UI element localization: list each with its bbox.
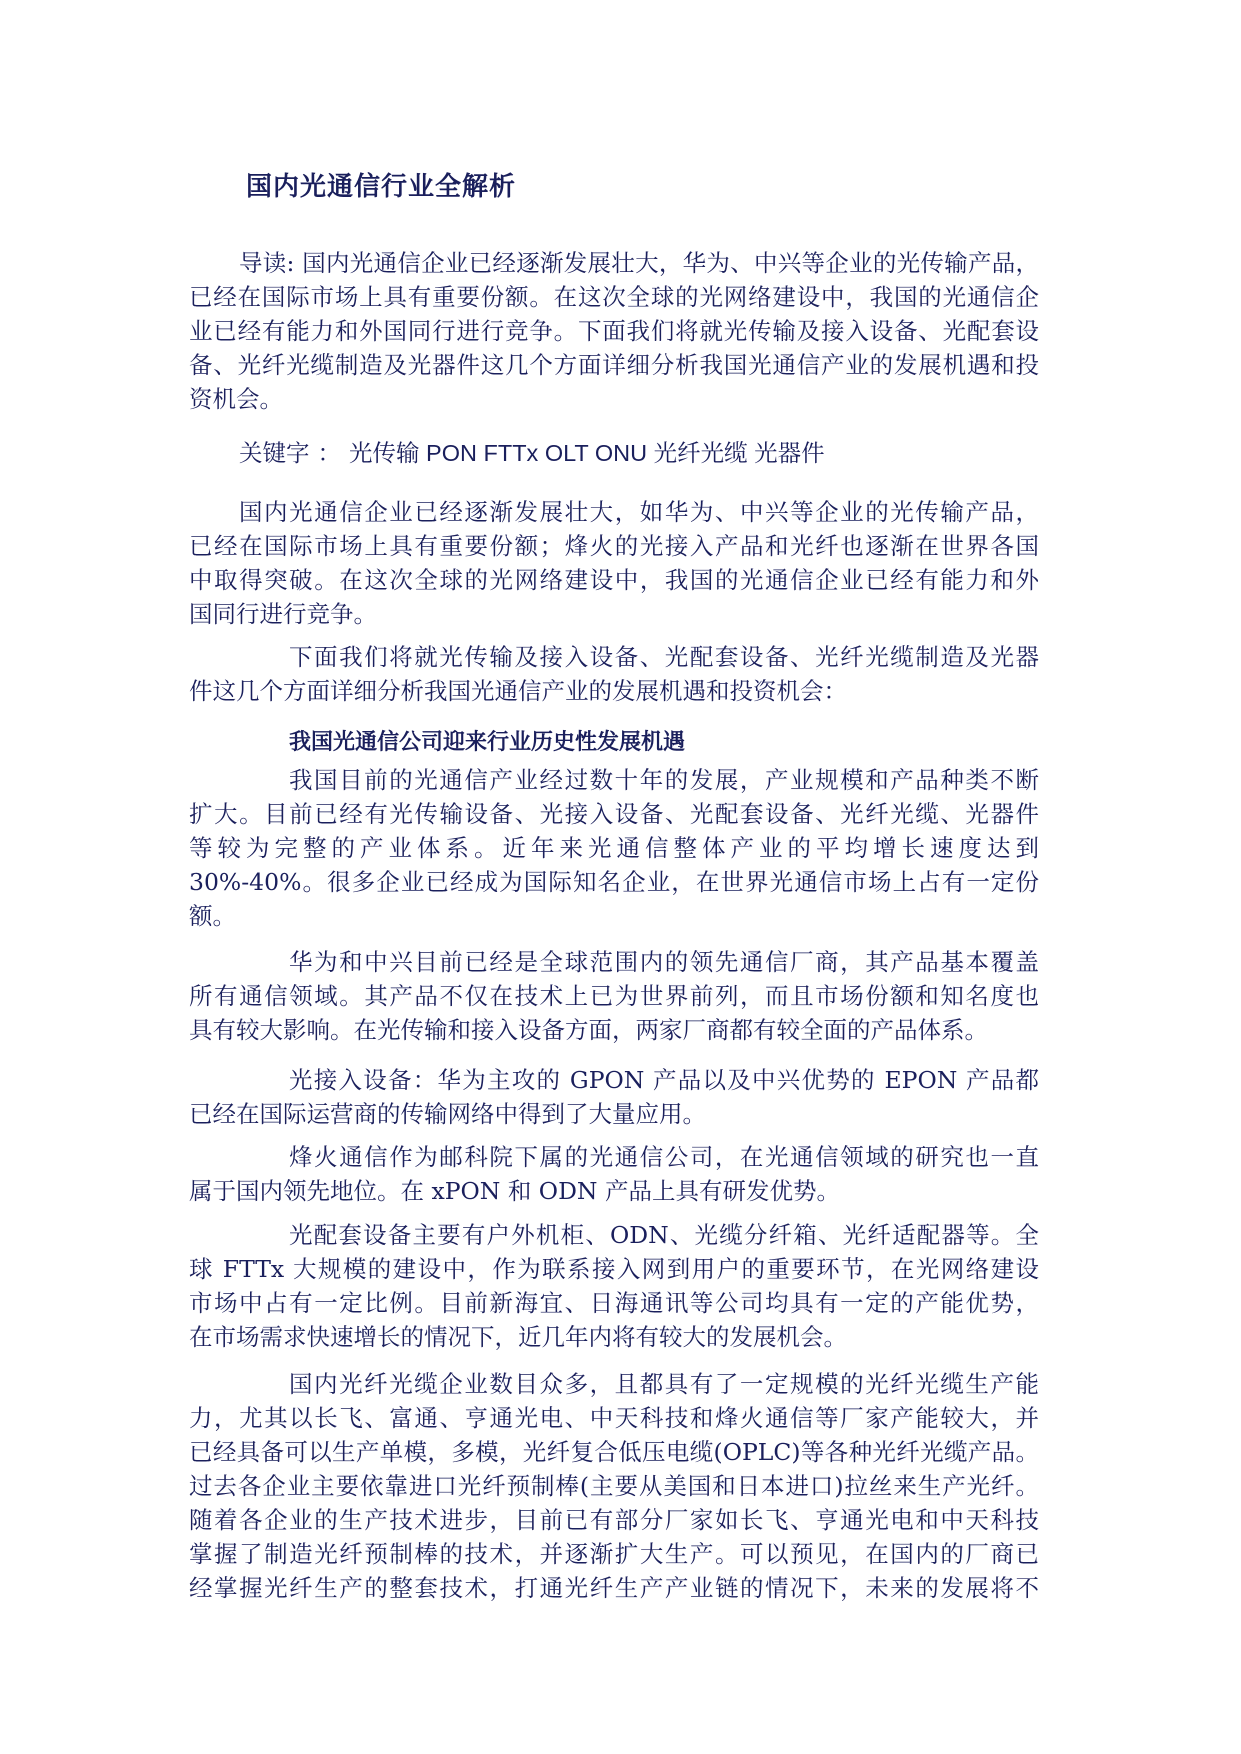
text-line: 掌握了制造光纤预制棒的技术，并逐渐扩大生产。可以预见，在国内的厂商已 xyxy=(189,1540,1039,1568)
body-paragraph-2 xyxy=(189,640,1039,708)
text-line: 过去各企业主要依靠进口光纤预制棒(主要从美国和日本进口)拉丝来生产光纤。 xyxy=(189,1472,1039,1500)
text-line: 具有较大影响。在光传输和接入设备方面，两家厂商都有较全面的产品体系。 xyxy=(189,1016,988,1044)
keywords-line xyxy=(239,436,825,470)
text-line: 已经具备可以生产单模，多模，光纤复合低压电缆(OPLC)等各种光纤光缆产品。 xyxy=(189,1438,1039,1466)
text-line: 国内光通信企业已经逐渐发展壮大，如华为、中兴等企业的光传输产品， xyxy=(239,498,1039,526)
intro-paragraph xyxy=(189,246,1039,416)
text-line: 我国目前的光通信产业经过数十年的发展，产业规模和产品种类不断 xyxy=(289,766,1039,794)
body-paragraph-6 xyxy=(189,1140,1039,1208)
text-line: 华为和中兴目前已经是全球范围内的领先通信厂商，其产品基本覆盖 xyxy=(289,948,1039,976)
text-line: 市场中占有一定比例。目前新海宜、日海通讯等公司均具有一定的产能优势， xyxy=(189,1289,1039,1317)
text-line: 在市场需求快速增长的情况下，近几年内将有较大的发展机会。 xyxy=(189,1323,847,1351)
text-line: 业已经有能力和外国同行进行竞争。下面我们将就光传输及接入设备、光配套设 xyxy=(189,317,1039,345)
text-line: 中取得突破。在这次全球的光网络建设中，我国的光通信企业已经有能力和外 xyxy=(189,566,1039,594)
text-line: 扩大。目前已经有光传输设备、光接入设备、光配套设备、光纤光缆、光器件 xyxy=(189,800,1039,828)
text-line: 球 FTTx 大规模的建设中，作为联系接入网到用户的重要环节，在光网络建设 xyxy=(189,1255,1039,1283)
text-line: 烽火通信作为邮科院下属的光通信公司，在光通信领域的研究也一直 xyxy=(289,1143,1039,1171)
document-title: 国内光通信行业全解析 xyxy=(246,172,517,202)
section-heading: 我国光通信公司迎来行业历史性发展机遇 xyxy=(289,730,686,755)
text-line: 备、光纤光缆制造及光器件这几个方面详细分析我国光通信产业的发展机遇和投 xyxy=(189,351,1039,379)
body-paragraph-1 xyxy=(189,495,1039,631)
text-line: 资机会。 xyxy=(189,385,283,413)
keywords-separator: ： xyxy=(317,439,341,467)
text-line: 30%-40%。很多企业已经成为国际知名企业，在世界光通信市场上占有一定份 xyxy=(189,868,1039,896)
text-line: 力，尤其以长飞、富通、亨通光电、中天科技和烽火通信等厂家产能较大，并 xyxy=(189,1404,1039,1432)
text-line: 已经在国际运营商的传输网络中得到了大量应用。 xyxy=(189,1100,706,1128)
text-line: 属于国内领先地位。在 xPON 和 ODN 产品上具有研发优势。 xyxy=(189,1177,840,1205)
text-line: 导读: 国内光通信企业已经逐渐发展壮大，华为、中兴等企业的光传输产品， xyxy=(239,249,1039,277)
text-line: 随着各企业的生产技术进步，目前已有部分厂家如长飞、亨通光电和中天科技 xyxy=(189,1506,1039,1534)
keywords-label: 关键字 xyxy=(239,439,310,467)
text-line: 国同行进行竞争。 xyxy=(189,600,377,628)
body-paragraph-4 xyxy=(189,945,1039,1047)
body-paragraph-7 xyxy=(189,1218,1039,1354)
text-line: 所有通信领域。其产品不仅在技术上已为世界前列，而且市场份额和知名度也 xyxy=(189,982,1039,1010)
text-line: 件这几个方面详细分析我国光通信产业的发展机遇和投资机会： xyxy=(189,677,847,705)
text-line: 光接入设备：华为主攻的 GPON 产品以及中兴优势的 EPON 产品都 xyxy=(289,1066,1039,1094)
body-paragraph-3 xyxy=(189,763,1039,933)
text-line: 额。 xyxy=(189,902,236,930)
body-paragraph-8 xyxy=(189,1367,1039,1605)
text-line: 下面我们将就光传输及接入设备、光配套设备、光纤光缆制造及光器 xyxy=(289,643,1039,671)
keywords-value: 光传输 PON FTTx OLT ONU 光纤光缆 光器件 xyxy=(349,440,825,466)
text-line: 经掌握光纤生产的整套技术，打通光纤生产产业链的情况下，未来的发展将不 xyxy=(189,1574,1039,1602)
text-line: 已经在国际市场上具有重要份额。在这次全球的光网络建设中，我国的光通信企 xyxy=(189,283,1039,311)
text-line: 国内光纤光缆企业数目众多，且都具有了一定规模的光纤光缆生产能 xyxy=(289,1370,1039,1398)
text-line: 已经在国际市场上具有重要份额；烽火的光接入产品和光纤也逐渐在世界各国 xyxy=(189,532,1039,560)
body-paragraph-5 xyxy=(189,1063,1039,1131)
text-line: 等较为完整的产业体系。近年来光通信整体产业的平均增长速度达到 xyxy=(189,834,1039,862)
text-line: 光配套设备主要有户外机柜、ODN、光缆分纤箱、光纤适配器等。全 xyxy=(289,1221,1039,1249)
